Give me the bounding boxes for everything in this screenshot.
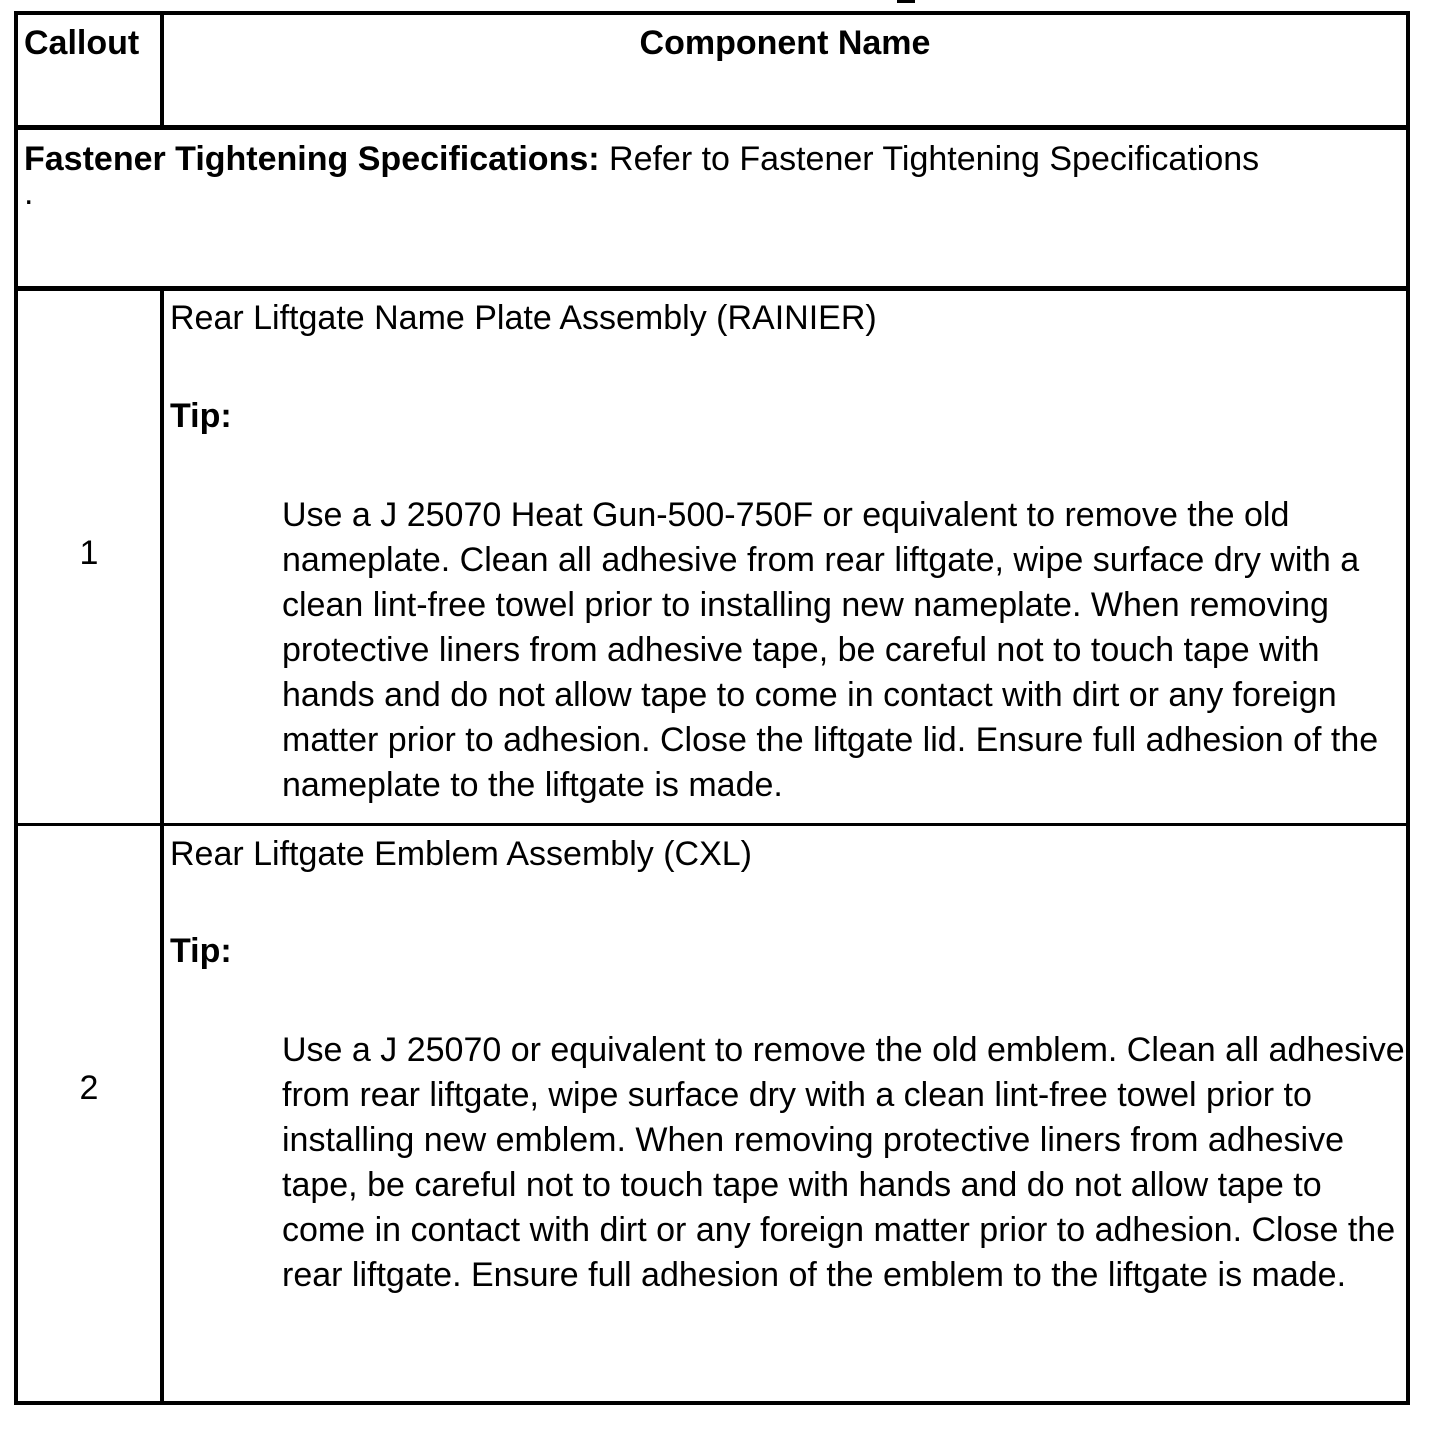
callout-column-header: Callout bbox=[24, 24, 140, 62]
component-name: Rear Liftgate Emblem Assembly (CXL) bbox=[170, 835, 752, 873]
row-divider bbox=[18, 823, 1406, 826]
header-divider bbox=[18, 125, 1406, 130]
component-name: Rear Liftgate Name Plate Assembly (RAINIER) bbox=[170, 299, 877, 337]
top-edge-mark bbox=[897, 0, 915, 3]
fastener-divider bbox=[18, 286, 1406, 291]
tip-text: Use a J 25070 or equivalent to remove the old emblem. Clean all adhesive from rear liftgate, wipe surface dry with a clean lint-free towel prior to installing new emblem. When removing protective liners from adhesive tape, be careful not to touch tape with hands and do not allow tape to come in contact with dirt or any foreign matter prior to adhesion. Close the rear liftgate. Ensure full adhesion of the emblem to the liftgate is made. bbox=[282, 1031, 1405, 1294]
fastener-spec-label: Fastener Tightening Specifications: bbox=[24, 140, 600, 178]
tip-label: Tip: bbox=[170, 932, 232, 970]
component-table bbox=[14, 11, 1410, 1405]
tip-text: Use a J 25070 Heat Gun-500-750F or equivalent to remove the old nameplate. Clean all adhesive from rear liftgate, wipe surface dry with a clean lint-free towel prior to installing new nameplate. When removing protective liners from adhesive tape, be careful not to touch tape with hands and do not allow tape to come in contact with dirt or any foreign matter prior to adhesion. Close the liftgate lid. Ensure full adhesion of the nameplate to the liftgate is made. bbox=[282, 496, 1379, 804]
callout-number: 2 bbox=[79, 1069, 99, 1107]
column-divider-body bbox=[160, 288, 164, 1405]
callout-number: 1 bbox=[79, 534, 99, 572]
fastener-spec-row bbox=[24, 139, 1404, 212]
fastener-spec-trailing: . bbox=[24, 174, 34, 212]
fastener-spec-text: Refer to Fastener Tightening Specifications bbox=[599, 140, 1260, 178]
component-name-column-header: Component Name bbox=[639, 24, 931, 62]
tip-label: Tip: bbox=[170, 397, 232, 435]
